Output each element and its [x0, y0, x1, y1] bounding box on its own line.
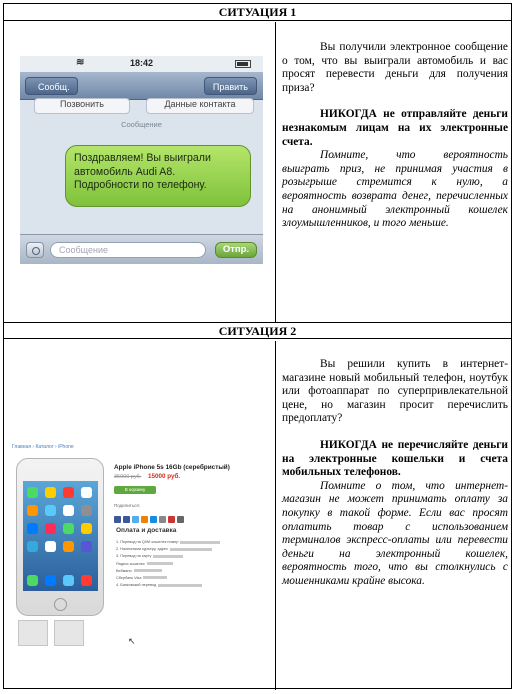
payment-line: 1. Перевод на QIWI кошелек номер — [116, 540, 256, 547]
situation-2-text — [282, 358, 508, 589]
shop-screenshot — [10, 442, 270, 650]
payment-line: Вебмани — [116, 569, 256, 576]
status-bar — [20, 56, 263, 72]
product-image[interactable] — [16, 458, 104, 616]
facebook-icon[interactable] — [123, 516, 130, 523]
situation-2-warning: НИКОГДА не перечисляйте деньги на электронные кошельки и счета мобильных телефонов. — [282, 438, 508, 479]
add-to-cart-button[interactable]: В корзину — [114, 486, 156, 494]
payment-line: Яндекс кошелек — [116, 562, 256, 569]
situation-1-advice: Помните, что вероятность выиграть приз, не принимая участия в розыгрыше стремится к нулю, а вероятность возврата денег, перечисленных на анонимный электронный кошелек злоумышленников, и того меньше. — [282, 149, 508, 230]
google-plus-icon[interactable] — [168, 516, 175, 523]
mouse-cursor-icon: ↖ — [128, 636, 136, 646]
wifi-icon: ≋ — [76, 57, 85, 68]
old-price: 35000 руб. — [114, 474, 142, 480]
situation-2-intro: Вы решили купить в интернет-магазине новый мобильный телефон, ноутбук или фотоаппарат по суперпривлекательной цене, но магазин просит перечислить предоплату? — [282, 358, 508, 425]
call-button[interactable]: Позвонить — [34, 98, 130, 114]
payment-line: Сбербанк Visa — [116, 576, 256, 583]
contact-info-button[interactable]: Данные контакта — [146, 98, 254, 114]
input-bar — [20, 234, 263, 264]
back-button[interactable]: Сообщ. — [25, 77, 78, 95]
twitter-icon[interactable] — [132, 516, 139, 523]
vk-icon[interactable] — [114, 516, 121, 523]
social-buttons — [114, 510, 186, 528]
home-button-icon — [54, 598, 67, 611]
edit-button[interactable]: Править — [204, 77, 257, 95]
message-input[interactable]: Сообщение — [50, 242, 206, 258]
status-time: 18:42 — [129, 58, 154, 68]
more-icon[interactable] — [177, 516, 184, 523]
situation-1-intro: Вы получили электронное сообщение о том, что вы выиграли автомобиль и вас просят перевести деньги для получения приза? — [282, 41, 508, 94]
breadcrumb[interactable]: Главная › Каталог › iPhone — [12, 444, 74, 450]
share-icon[interactable] — [159, 516, 166, 523]
column-divider — [275, 341, 276, 690]
payment-line: 3. Перевод на карту — [116, 554, 256, 561]
new-price: 15000 руб. — [148, 473, 181, 480]
product-thumbnail[interactable] — [54, 620, 84, 646]
situation-1-text — [282, 41, 508, 231]
camera-icon[interactable] — [26, 242, 44, 258]
nav-bar — [20, 72, 263, 100]
message-bubble: Поздравляем! Вы выиграли автомобиль Audi A8. Подробности по телефону. — [65, 145, 251, 207]
document-table — [3, 3, 512, 689]
message-label: Сообщение — [121, 120, 162, 129]
mail-icon[interactable] — [150, 516, 157, 523]
payment-line: 2. Наличными курьеру, адрес — [116, 547, 256, 554]
payment-list — [116, 540, 256, 590]
payment-line: 4. Банковский перевод — [116, 583, 256, 590]
column-divider — [275, 22, 276, 322]
product-thumbnail[interactable] — [18, 620, 48, 646]
payment-heading: Оплата и доставка — [116, 527, 177, 534]
odnoklassniki-icon[interactable] — [141, 516, 148, 523]
sms-screenshot — [20, 56, 263, 264]
battery-icon — [235, 60, 251, 68]
product-title: Apple iPhone 5s 16Gb (серебристый) — [114, 464, 230, 471]
situation-2-title: СИТУАЦИЯ 2 — [4, 322, 511, 339]
send-button[interactable]: Отпр. — [215, 242, 257, 258]
phone-screen — [23, 481, 98, 591]
situation-2-advice: Помните о том, что интернет-магазин не может принимать оплату за покупку в такой форме. Если вас просят оплатить товар с использованием терминалов экспресс-оплаты или перевести деньги на электронный кошелек, вероятность того, что вы столкнулись с мошенниками крайне высока. — [282, 479, 508, 587]
situation-1-warning: НИКОГДА не отправляйте деньги незнакомым лицам на их электронные счета. — [282, 108, 508, 148]
situation-1-title: СИТУАЦИЯ 1 — [4, 4, 511, 21]
share-label: Поделиться: — [114, 503, 141, 508]
